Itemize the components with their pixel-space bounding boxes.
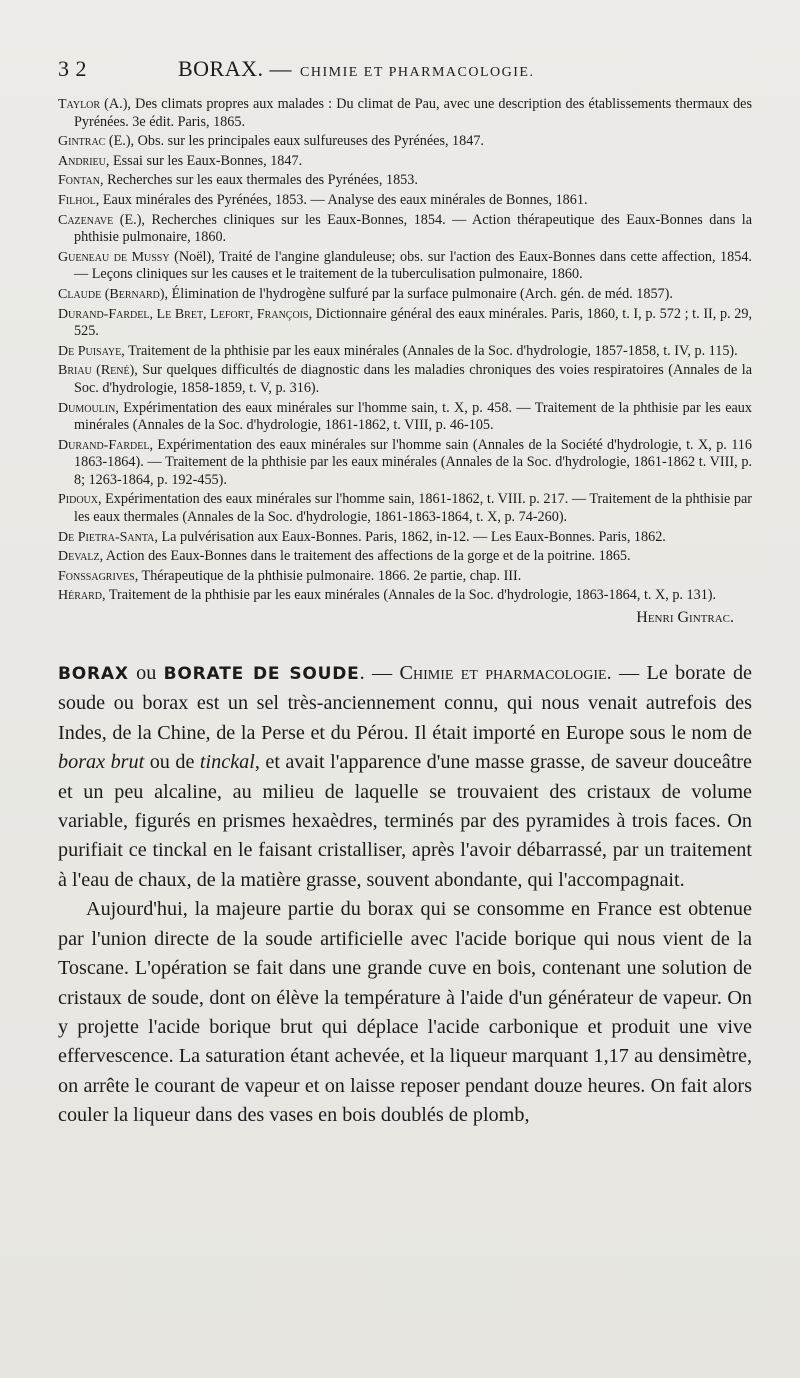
entry-author: Cazenave	[58, 212, 114, 228]
italic-term: borax brut	[58, 751, 145, 774]
entry-author: Fonssagrives	[58, 568, 135, 584]
entry-author: De Puisaye	[58, 343, 122, 359]
entry-author: Andrieu	[58, 153, 106, 169]
entry-text: (E.), Recherches cliniques sur les Eaux-Bonnes, 1854. — Action thérapeutique des Eaux-Bonnes dans la phthisie pulmonaire, 1860.	[74, 211, 752, 246]
entry-text: (E.), Obs. sur les principales eaux sulfureuses des Pyrénées, 1847.	[105, 133, 484, 150]
italic-term: tinckal	[199, 751, 255, 774]
entry-text: , Dictionnaire général des eaux minérales. Paris, 1860, t. I, p. 572 ; t. II, p. 29, 525.	[74, 305, 752, 340]
entry-text: , Expérimentation des eaux minérales sur l'homme sain (Annales de la Société d'hydrologie, t. X, p. 116 1863-1864). — Traitement de la phthisie par les eaux minérales (Annales de la Soc. d'hydrologie, 1861-1862 t. VIII, p. 8; 1263-1864, p. 192-455).	[74, 436, 752, 488]
bibliography-entry	[58, 96, 752, 131]
entry-author: De Pietra-Santa	[58, 529, 155, 545]
bibliography-entry	[58, 133, 752, 151]
page-number: 3 2	[58, 56, 87, 81]
bibliography-entry	[58, 212, 752, 247]
entry-author: Gueneau de Mussy	[58, 249, 170, 265]
bibliography	[58, 96, 752, 605]
entry-section: . — Chimie et pharmacologie.	[359, 662, 612, 685]
entry-text: , Essai sur les Eaux-Bonnes, 1847.	[105, 152, 303, 169]
running-subtitle: CHIMIE ET PHARMACOLOGIE.	[300, 65, 535, 80]
entry-text: , Thérapeutique de la phthisie pulmonaire. 1866. 2e partie, chap. III.	[134, 567, 522, 584]
article	[58, 659, 752, 1131]
bibliography-entry	[58, 491, 752, 526]
entry-author: Claude (Bernard)	[58, 286, 165, 302]
article-paragraph-1	[58, 659, 752, 895]
entry-author: Pidoux	[58, 492, 99, 508]
entry-text: (Noël), Traité de l'angine glanduleuse; obs. sur l'action des Eaux-Bonnes dans cette affection, 1854. — Leçons cliniques sur les causes et le traitement de la tuberculisation pulmonaire, 1860.	[74, 248, 752, 283]
bibliography-entry	[58, 172, 752, 190]
bibliography-entry	[58, 587, 752, 605]
running-title: BORAX. —	[178, 56, 293, 81]
entry-headword: BORAX	[58, 664, 129, 685]
entry-text: (A.), Des climats propres aux malades : Du climat de Pau, avec une description des établissements thermaux des Pyrénées. 3e édit. Paris, 1865.	[74, 96, 752, 130]
entry-author: Devalz	[58, 549, 100, 565]
entry-author: Taylor	[58, 97, 101, 112]
entry-author: Gintrac	[58, 134, 106, 150]
article-paragraph-2: Aujourd'hui, la majeure partie du borax qui se consomme en France est obtenue par l'union directe de la soude artificielle avec l'acide borique qui nous vient de la Toscane. L'opération se fait dans une grande cuve en bois, contenant une solution de cristaux de soude, dont on élève la température à l'aide d'un générateur de vapeur. On y projette l'acide borique brut qui déplace l'acide carbonique et produit une vive effervescence. La saturation étant achevée, et la liqueur marquant 1,17 au densimètre, on arrête le courant de vapeur et on laisse reposer pendant douze heures. On fait alors couler la liqueur dans des vases en bois doublés de plomb,	[58, 898, 752, 1127]
paragraph-text: ou de	[144, 751, 200, 774]
bibliography-entry	[58, 192, 752, 210]
bibliography-entry	[58, 286, 752, 304]
entry-text: , Traitement de la phthisie par les eaux minérales (Annales de la Soc. d'hydrologie, 1863-1864, t. X, p. 131).	[102, 587, 717, 604]
bibliography-entry	[58, 529, 752, 547]
bibliography-entry	[58, 400, 752, 435]
running-header	[58, 56, 752, 82]
bibliography-entry	[58, 249, 752, 284]
entry-headword-2: BORATE DE SOUDE	[163, 664, 360, 685]
bibliography-entry	[58, 568, 752, 586]
entry-text: , Sur quelques difficultés de diagnostic dans les maladies chroniques des voies respiratoires (Annales de la Soc. d'hydrologie, 1858-1859, t. V, p. 316).	[74, 362, 752, 396]
entry-author: Durand-Fardel	[58, 437, 150, 453]
entry-text: , La pulvérisation aux Eaux-Bonnes. Paris, 1862, in-12. — Les Eaux-Bonnes. Paris, 1862.	[154, 528, 666, 545]
author-signature: Henri Gintrac.	[636, 609, 734, 627]
bibliography-entry	[58, 548, 752, 566]
entry-author: Durand-Fardel, Le Bret, Lefort, François	[58, 306, 309, 322]
bibliography-entry	[58, 437, 752, 490]
entry-text: , Recherches sur les eaux thermales des Pyrénées, 1853.	[99, 172, 418, 189]
entry-conjunction: ou	[128, 662, 164, 685]
paragraph-text: — Le borate de soude ou borax est un sel très-anciennement connu, qui nous venait autrefois des Indes, de la Chine, de la Perse et du Pérou. Il était importé en Europe sous le nom de	[58, 662, 752, 744]
entry-author: Briau (René)	[58, 363, 135, 379]
entry-text: , Eaux minérales des Pyrénées, 1853. — Analyse des eaux minérales de Bonnes, 1861.	[95, 191, 588, 208]
entry-text: , Traitement de la phthisie par les eaux minérales (Annales de la Soc. d'hydrologie, 1857-1858, t. IV, p. 115).	[121, 342, 738, 359]
entry-author: Hérard	[58, 588, 103, 604]
paragraph-text: , et avait l'apparence d'une masse grasse, de saveur douceâtre et un peu alcaline, au milieu de laquelle se trouvaient des cristaux de volume variable, figurés en prismes hexaèdres, terminés par des pyramides à trois faces. On purifiait ce tinckal en le faisant cristalliser, après l'avoir débarrassé, par un traitement à l'eau de chaux, de la matière grasse, souvent abondante, qui l'accompagnait.	[58, 751, 752, 891]
entry-text: , Expérimentation des eaux minérales sur l'homme sain, t. X, p. 458. — Traitement de la phthisie par les eaux minérales (Annales de la Soc. d'hydrologie, 1861-1862, t. VIII, p. 46-105.	[74, 399, 752, 434]
entry-text: , Expérimentation des eaux minérales sur l'homme sain, 1861-1862, t. VIII. p. 217. — Traitement de la phthisie par les eaux thermales (Annales de la Soc. d'hydrologie, 1861-1863-1864, t. X, p. 74-260).	[74, 491, 752, 526]
entry-text: , Action des Eaux-Bonnes dans le traitement des affections de la gorge et de la poitrine. 1865.	[99, 548, 631, 565]
bibliography-entry	[58, 153, 752, 171]
entry-author: Filhol	[58, 192, 96, 208]
bibliography-entry	[58, 343, 752, 361]
bibliography-entry	[58, 362, 752, 397]
entry-text: , Élimination de l'hydrogène sulfuré par la surface pulmonaire (Arch. gén. de méd. 1857).	[164, 285, 673, 302]
bibliography-entry	[58, 306, 752, 341]
entry-author: Fontan	[58, 173, 100, 189]
entry-author: Dumoulin	[58, 400, 116, 416]
